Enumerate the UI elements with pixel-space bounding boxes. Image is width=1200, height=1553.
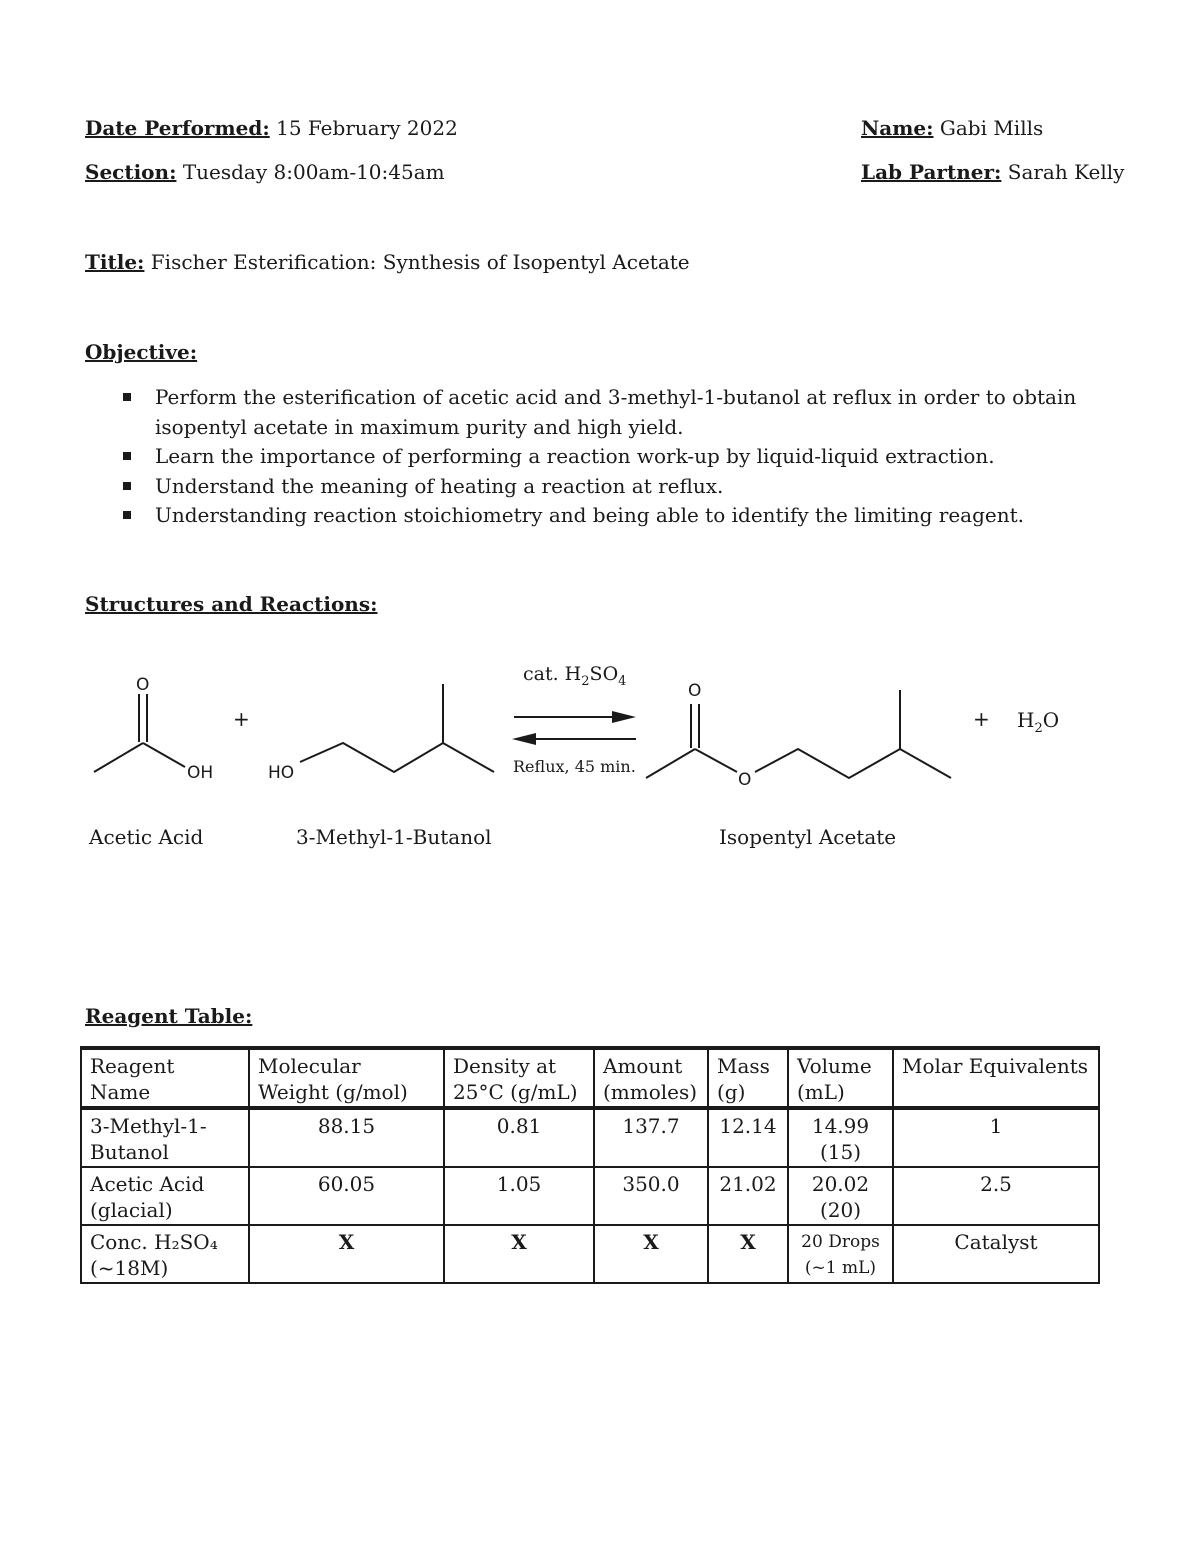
structures-heading: Structures and Reactions: [85,592,378,616]
table-cell: X [249,1225,444,1283]
section-label: Section: [85,160,177,184]
header-cell: Reagent Name [81,1048,249,1108]
table-cell: 1.05 [444,1167,594,1225]
water-formula: $H_2O$ [1017,708,1060,736]
plus-sign-2: + [973,707,990,731]
methylbutanol-structure [300,684,494,772]
table-cell: 88.15 [249,1108,444,1167]
plus-sign-1: + [233,707,250,731]
acetic-acid-structure [94,694,185,772]
partner-label: Lab Partner: [861,160,1002,184]
table-row [81,1225,1099,1283]
report-title [85,250,690,274]
reagent-table-heading: Reagent Table: [85,1004,253,1028]
table-cell: 0.81 [444,1108,594,1167]
table-cell: 20.02 (20) [788,1167,893,1225]
reflux-conditions: Reflux, 45 min. [513,757,636,776]
objective-item: Understanding reaction stoichiometry and being able to identify the limiting reagent. [118,501,1118,531]
isopentyl-acetate-structure [646,690,951,778]
objective-item: Perform the esterification of acetic acid and 3-methyl-1-butanol at reflux in order to obtain isopentyl acetate in maximum purity and high yield. [118,383,1118,442]
table-cell: Catalyst [893,1225,1099,1283]
title-label: Title: [85,250,145,274]
objective-heading: Objective: [85,340,198,364]
section-info [85,160,445,184]
compound-name-isopentyl-acetate: Isopentyl Acetate [719,825,897,849]
header-cell: Molecular Weight (g/mol) [249,1048,444,1108]
table-cell: 14.99 (15) [788,1108,893,1167]
acid-carbonyl-o: O [136,675,150,695]
table-cell: X [594,1225,708,1283]
student-name [861,116,1043,140]
table-cell: 60.05 [249,1167,444,1225]
title-value: Fischer Esterification: Synthesis of Isopentyl Acetate [150,250,690,274]
compound-name-acetic-acid: Acetic Acid [89,825,204,849]
date-value: 15 February 2022 [276,116,458,140]
objective-item: Learn the importance of performing a reaction work-up by liquid-liquid extraction. [118,442,1118,472]
table-header-row [81,1048,1099,1108]
header-cell: Volume (mL) [788,1048,893,1108]
header-cell: Mass (g) [708,1048,788,1108]
table-cell: Acetic Acid (glacial) [81,1167,249,1225]
table-cell: 1 [893,1108,1099,1167]
table-cell: 350.0 [594,1167,708,1225]
date-label: Date Performed: [85,116,270,140]
header-cell: Amount (mmoles) [594,1048,708,1108]
equilibrium-arrows [512,711,636,745]
table-row [81,1108,1099,1167]
ester-carbonyl-o: O [688,681,702,701]
objective-list [118,383,1118,531]
table-cell: 20 Drops (~1 mL) [788,1225,893,1283]
alcohol-ho: HO [268,763,295,783]
table-cell: 12.14 [708,1108,788,1167]
table-cell: X [708,1225,788,1283]
ester-o: O [738,770,752,790]
lab-partner [861,160,1124,184]
compound-name-methylbutanol: 3-Methyl-1-Butanol [296,825,492,849]
section-value: Tuesday 8:00am-10:45am [182,160,445,184]
date-performed [85,116,458,140]
reaction-scheme [0,650,1200,800]
objective-item: Understand the meaning of heating a reaction at reflux. [118,472,1118,502]
header-cell: Molar Equivalents [893,1048,1099,1108]
table-cell: 3-Methyl-1-Butanol [81,1108,249,1167]
reagent-table [80,1046,1100,1284]
name-value: Gabi Mills [939,116,1044,140]
header-cell: Density at 25°C (g/mL) [444,1048,594,1108]
table-cell: Conc. H₂SO₄ (~18M) [81,1225,249,1283]
table-row [81,1167,1099,1225]
catalyst-label: cat. $H_2SO_4$ [523,663,627,689]
acid-oh: OH [187,763,214,783]
partner-value: Sarah Kelly [1007,160,1125,184]
table-cell: 2.5 [893,1167,1099,1225]
table-cell: 137.7 [594,1108,708,1167]
table-cell: 21.02 [708,1167,788,1225]
name-label: Name: [861,116,934,140]
table-cell: X [444,1225,594,1283]
